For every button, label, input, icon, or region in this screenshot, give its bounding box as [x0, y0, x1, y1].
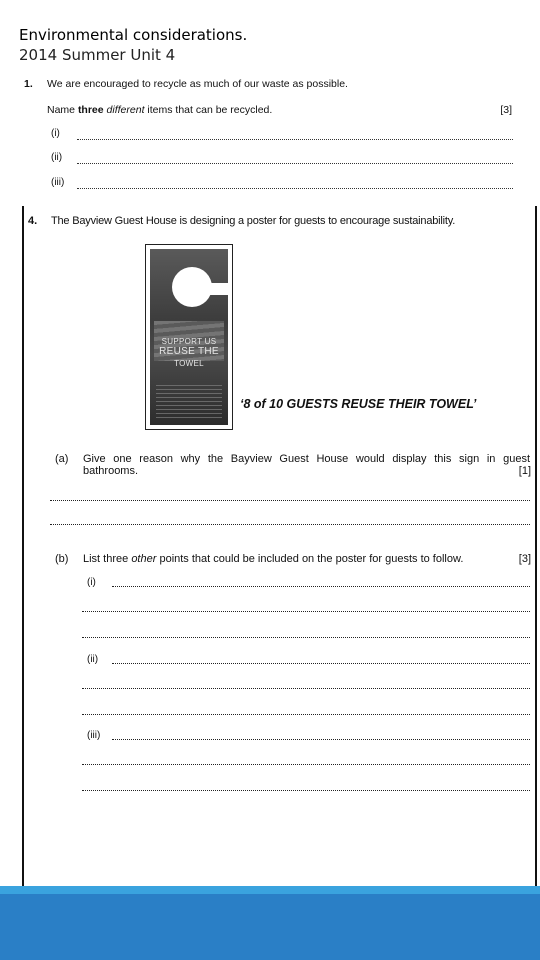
part-a-text: bathrooms. — [83, 465, 139, 477]
poster-text-line: TOWEL — [174, 359, 204, 368]
question-number: 4. — [28, 215, 38, 227]
part-b-suffix: points that could be included on the poster for guests to follow. — [159, 553, 464, 565]
part-a-text: Give one reason why the Bayview Guest House would display this sign in guest — [83, 453, 530, 465]
answer-label: (ii) — [51, 152, 63, 163]
question-instruction — [47, 104, 272, 116]
answer-label: (iii) — [51, 177, 65, 188]
answer-line[interactable] — [82, 790, 530, 791]
instruction-italic: different — [106, 104, 145, 116]
answer-label: (i) — [51, 128, 60, 139]
fine-print — [156, 385, 222, 419]
question-stem: We are encouraged to recycle as much of our waste as possible. — [47, 78, 348, 90]
question-stem: The Bayview Guest House is designing a poster for guests to encourage sustainability. — [51, 215, 456, 227]
door-hanger — [150, 249, 228, 425]
part-b-italic: other — [131, 553, 157, 565]
sub-label: (i) — [87, 577, 96, 588]
answer-line[interactable] — [82, 764, 530, 765]
answer-line[interactable] — [82, 714, 530, 715]
answer-line[interactable] — [51, 152, 513, 166]
dotted-line — [77, 139, 513, 140]
instruction-suffix: items that can be recycled. — [147, 104, 273, 116]
answer-line[interactable] — [112, 663, 530, 664]
answer-line[interactable] — [112, 739, 530, 740]
instruction-prefix: Name — [47, 104, 76, 116]
marks-label: [3] — [500, 104, 512, 116]
part-b-prefix: List three — [83, 553, 129, 565]
poster-text-line: REUSE THE — [159, 346, 219, 357]
dotted-line — [77, 188, 513, 189]
dotted-line — [77, 163, 513, 164]
part-b-text — [83, 553, 463, 565]
question-4 — [22, 206, 537, 890]
slide-subtitle: 2014 Summer Unit 4 — [19, 46, 176, 64]
answer-line[interactable] — [112, 586, 530, 587]
footer-band — [0, 886, 540, 960]
marks-label: [3] — [518, 553, 531, 565]
answer-line[interactable] — [82, 611, 530, 612]
poster-slogan: ‘8 of 10 GUESTS REUSE THEIR TOWEL’ — [240, 397, 477, 411]
answer-line[interactable] — [82, 637, 530, 638]
answer-line[interactable] — [50, 524, 530, 525]
answer-line[interactable] — [51, 177, 513, 191]
answer-line[interactable] — [82, 688, 530, 689]
answer-line[interactable] — [50, 500, 530, 501]
part-label: (a) — [55, 453, 69, 465]
sub-label: (iii) — [87, 730, 101, 741]
slide-title: Environmental considerations. — [19, 26, 248, 44]
instruction-bold: three — [77, 104, 104, 116]
marks-label: [1] — [518, 465, 531, 477]
hanger-slot — [190, 283, 228, 295]
question-number: 1. — [24, 78, 33, 90]
sub-label: (ii) — [87, 654, 99, 665]
door-hanger-image — [145, 244, 233, 430]
answer-line[interactable] — [51, 128, 513, 142]
part-label: (b) — [55, 553, 69, 565]
poster-text-line: SUPPORT US — [161, 337, 217, 346]
